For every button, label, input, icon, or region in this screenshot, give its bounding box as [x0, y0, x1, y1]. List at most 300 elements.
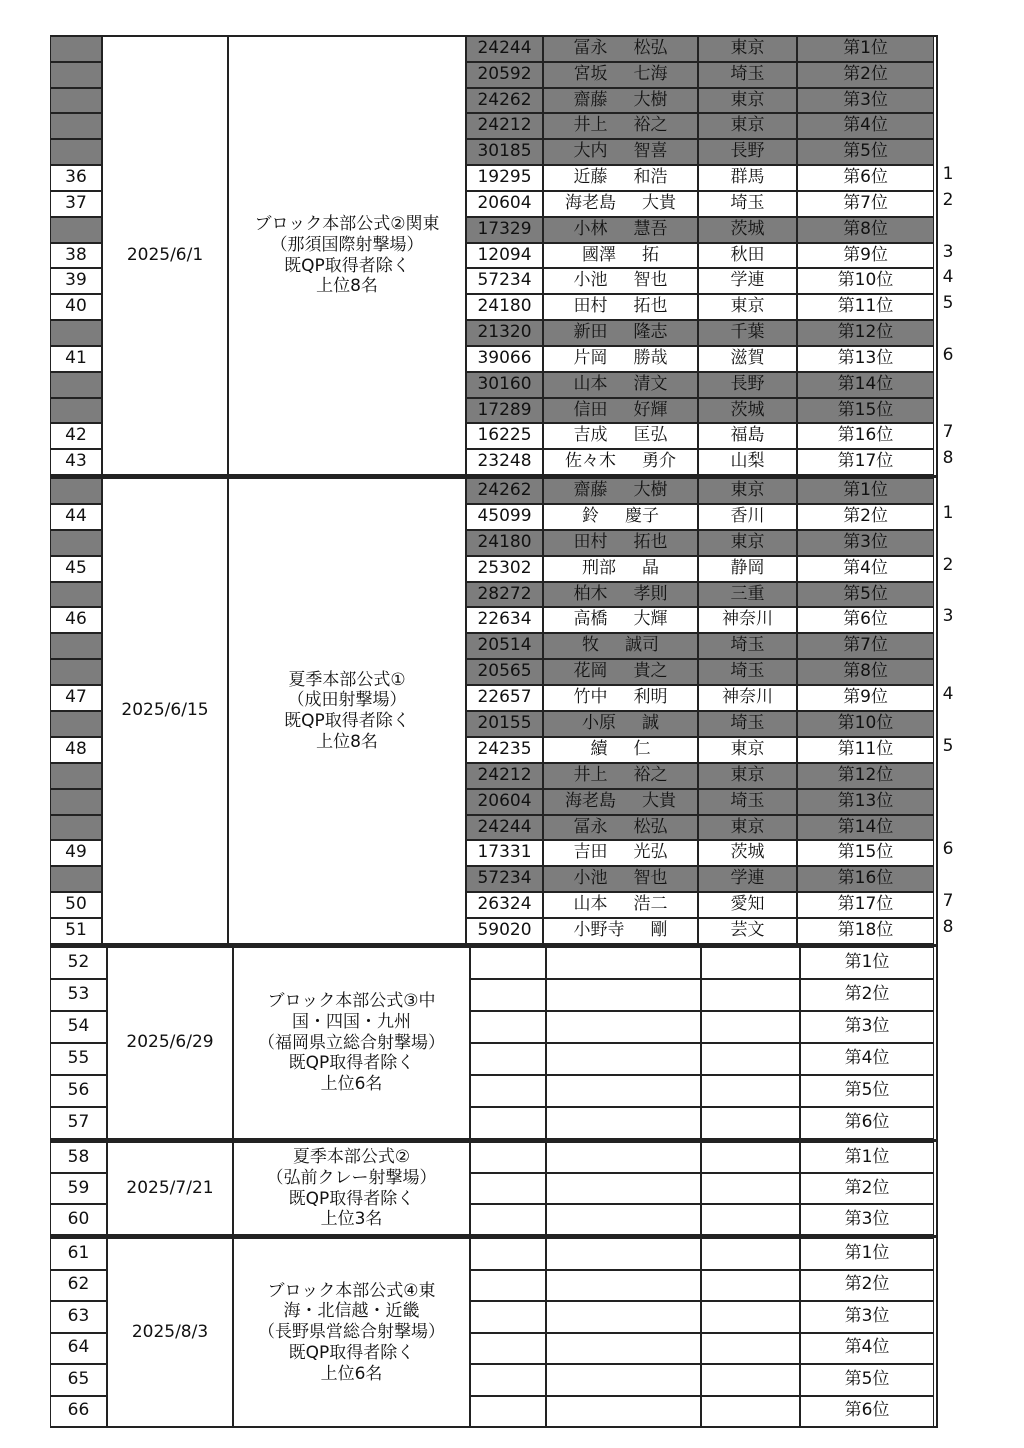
rank: 第3位	[797, 88, 934, 114]
shooter-name	[543, 685, 698, 711]
prefecture: 山梨	[698, 449, 797, 475]
member-id	[470, 1043, 546, 1075]
qualifier-number	[50, 217, 102, 243]
shooter-name	[543, 243, 698, 269]
shooter-name	[543, 398, 698, 424]
event-description: ブロック本部公式③中 国・四国・九州 （福岡県立総合射撃場） 既QP取得者除く 上位6名	[233, 947, 470, 1139]
member-id: 28272	[466, 582, 543, 608]
qualifier-number: 52	[50, 947, 107, 979]
qualifier-number	[50, 36, 102, 62]
prefecture: 長野	[698, 372, 797, 398]
member-id	[470, 1238, 546, 1270]
rank: 第4位	[800, 1333, 934, 1365]
qualifier-sequence: 7	[942, 891, 954, 912]
given-name: 裕之	[633, 115, 668, 136]
shooter-name	[546, 1011, 701, 1043]
rank: 第8位	[797, 217, 934, 243]
qualifier-number: 51	[50, 918, 102, 944]
prefecture	[701, 1270, 800, 1302]
prefecture: 滋賀	[698, 346, 797, 372]
family-name: 海老島	[565, 192, 616, 213]
rank: 第18位	[797, 918, 934, 944]
family-name: 田村	[573, 531, 608, 552]
qualifier-number: 48	[50, 737, 102, 763]
rank: 第5位	[800, 1364, 934, 1396]
prefecture	[701, 1173, 800, 1204]
member-id: 16225	[466, 423, 543, 449]
rank: 第3位	[800, 1301, 934, 1333]
member-id	[470, 1333, 546, 1365]
given-name: 慧吾	[633, 218, 668, 239]
member-id: 30185	[466, 139, 543, 165]
family-name: 吉田	[573, 842, 608, 863]
qualifier-sequence: 5	[942, 293, 954, 314]
shooter-name	[543, 530, 698, 556]
event-date: 2025/7/21	[107, 1142, 233, 1235]
prefecture: 東京	[698, 737, 797, 763]
member-id: 30160	[466, 372, 543, 398]
rank: 第13位	[797, 789, 934, 815]
shooter-name	[543, 763, 698, 789]
given-name: 智喜	[633, 141, 668, 162]
family-name: 鈴	[582, 505, 599, 526]
family-name: 大内	[573, 141, 608, 162]
prefecture: 三重	[698, 582, 797, 608]
family-name: 井上	[573, 764, 608, 785]
given-name: 勇介	[642, 451, 676, 472]
family-name: 佐々木	[565, 451, 616, 472]
rank: 第3位	[800, 1011, 934, 1043]
member-id: 24262	[466, 88, 543, 114]
rank: 第15位	[797, 840, 934, 866]
given-name: 拓也	[633, 531, 668, 552]
event-description: 夏季本部公式② （弘前クレー射撃場） 既QP取得者除く 上位3名	[233, 1142, 470, 1235]
prefecture: 芸文	[698, 918, 797, 944]
rank: 第2位	[797, 62, 934, 88]
shooter-name	[543, 423, 698, 449]
shooter-name	[543, 815, 698, 841]
qualifier-number: 38	[50, 243, 102, 269]
shooter-name	[543, 372, 698, 398]
member-id	[470, 1142, 546, 1173]
shooter-name	[543, 320, 698, 346]
member-id	[470, 1011, 546, 1043]
family-name: 刑部	[582, 557, 616, 578]
given-name: 七海	[633, 63, 668, 84]
qualifier-sequence: 6	[942, 344, 954, 365]
member-id: 24180	[466, 294, 543, 320]
rank: 第8位	[797, 659, 934, 685]
prefecture: 香川	[698, 504, 797, 530]
family-name: 吉成	[573, 425, 608, 446]
rank: 第2位	[800, 1173, 934, 1204]
shooter-name	[543, 139, 698, 165]
qualifier-number: 66	[50, 1396, 107, 1428]
member-id	[470, 1107, 546, 1139]
member-id: 20604	[466, 191, 543, 217]
member-id: 24212	[466, 113, 543, 139]
shooter-name	[546, 1142, 701, 1173]
rank: 第7位	[797, 191, 934, 217]
family-name: 海老島	[565, 790, 616, 811]
rank: 第9位	[797, 243, 934, 269]
qualifier-number: 60	[50, 1204, 107, 1235]
rank: 第17位	[797, 449, 934, 475]
family-name: 小池	[573, 270, 608, 291]
qualifier-number	[50, 62, 102, 88]
prefecture: 東京	[698, 113, 797, 139]
shooter-name	[543, 892, 698, 918]
shooter-name	[543, 165, 698, 191]
given-name: 拓也	[633, 296, 668, 317]
shooter-name	[543, 113, 698, 139]
given-name: 大樹	[633, 89, 668, 110]
family-name: 信田	[573, 399, 608, 420]
rank: 第4位	[797, 556, 934, 582]
shooter-name	[543, 918, 698, 944]
rank: 第4位	[800, 1043, 934, 1075]
member-id: 20592	[466, 62, 543, 88]
given-name: 大貴	[642, 790, 676, 811]
family-name: 齋藤	[573, 89, 608, 110]
rank: 第13位	[797, 346, 934, 372]
prefecture	[701, 1238, 800, 1270]
qualifier-number	[50, 789, 102, 815]
qualifier-number	[50, 582, 102, 608]
rank: 第6位	[797, 607, 934, 633]
qualifier-number	[50, 398, 102, 424]
prefecture: 埼玉	[698, 659, 797, 685]
qualifier-number	[50, 478, 102, 504]
given-name: 貴之	[633, 661, 668, 682]
member-id	[470, 1204, 546, 1235]
family-name: 花岡	[573, 661, 608, 682]
family-name: 井上	[573, 115, 608, 136]
rank: 第3位	[797, 530, 934, 556]
qualifier-number: 36	[50, 165, 102, 191]
member-id: 17289	[466, 398, 543, 424]
qualifier-number	[50, 633, 102, 659]
given-name: 利明	[633, 687, 668, 708]
family-name: 小野寺	[573, 920, 625, 941]
rank: 第11位	[797, 294, 934, 320]
shooter-name	[546, 1238, 701, 1270]
prefecture: 福島	[698, 423, 797, 449]
given-name: 隆志	[633, 322, 668, 343]
qualifier-sequence: 8	[942, 917, 954, 938]
shooter-name	[543, 478, 698, 504]
shooter-name	[543, 582, 698, 608]
member-id: 24212	[466, 763, 543, 789]
member-id: 23248	[466, 449, 543, 475]
qualifier-sequence: 3	[942, 241, 954, 262]
prefecture: 群馬	[698, 165, 797, 191]
prefecture: 東京	[698, 763, 797, 789]
shooter-name	[546, 947, 701, 979]
qualifier-sequence: 8	[942, 448, 954, 469]
given-name: 好輝	[633, 399, 668, 420]
rank: 第2位	[800, 979, 934, 1011]
member-id: 22657	[466, 685, 543, 711]
member-id: 24244	[466, 36, 543, 62]
family-name: 小池	[573, 868, 608, 889]
shooter-name	[543, 789, 698, 815]
given-name: 晶	[642, 557, 659, 578]
qualifier-sequence: 2	[942, 554, 954, 575]
event-description: ブロック本部公式④東 海・北信越・近畿 （長野県営総合射撃場） 既QP取得者除く 上位6名	[233, 1238, 470, 1427]
member-id: 59020	[466, 918, 543, 944]
shooter-name	[543, 268, 698, 294]
rank: 第2位	[800, 1270, 934, 1302]
rank: 第10位	[797, 711, 934, 737]
prefecture: 愛知	[698, 892, 797, 918]
shooter-name	[543, 607, 698, 633]
rank: 第17位	[797, 892, 934, 918]
qualifier-sequence: 3	[942, 606, 954, 627]
event-date: 2025/6/29	[107, 947, 233, 1139]
member-id: 21320	[466, 320, 543, 346]
family-name: 竹中	[573, 687, 608, 708]
rank: 第5位	[797, 139, 934, 165]
qualifier-number: 64	[50, 1333, 107, 1365]
member-id: 20565	[466, 659, 543, 685]
qualifier-number	[50, 88, 102, 114]
shooter-name	[546, 1173, 701, 1204]
family-name: 齋藤	[573, 480, 608, 501]
qualifier-sequence: 1	[942, 502, 954, 523]
rank: 第15位	[797, 398, 934, 424]
qualifier-number: 58	[50, 1142, 107, 1173]
prefecture: 東京	[698, 88, 797, 114]
given-name: 光弘	[633, 842, 668, 863]
family-name: 近藤	[573, 167, 608, 188]
qualifier-number	[50, 320, 102, 346]
family-name: 小原	[582, 713, 616, 734]
prefecture: 東京	[698, 294, 797, 320]
prefecture	[701, 1107, 800, 1139]
event-date: 2025/8/3	[107, 1238, 233, 1427]
prefecture: 茨城	[698, 398, 797, 424]
given-name: 誠司	[625, 635, 659, 656]
qualifier-number: 63	[50, 1301, 107, 1333]
shooter-name	[546, 1333, 701, 1365]
given-name: 大樹	[633, 480, 668, 501]
member-id	[470, 1301, 546, 1333]
qualifier-number: 37	[50, 191, 102, 217]
prefecture: 埼玉	[698, 191, 797, 217]
shooter-name	[543, 62, 698, 88]
rank: 第12位	[797, 763, 934, 789]
qualifier-number	[50, 530, 102, 556]
shooter-name	[546, 1043, 701, 1075]
prefecture: 学連	[698, 268, 797, 294]
given-name: 匡弘	[633, 425, 668, 446]
prefecture	[701, 979, 800, 1011]
shooter-name	[546, 1204, 701, 1235]
member-id	[470, 1364, 546, 1396]
family-name: 牧	[582, 635, 599, 656]
qualifier-number: 49	[50, 840, 102, 866]
member-id	[470, 947, 546, 979]
shooter-name	[543, 191, 698, 217]
qualifier-number: 50	[50, 892, 102, 918]
family-name: 國澤	[582, 244, 616, 265]
qualifier-sequence: 7	[942, 422, 954, 443]
qualifier-number: 55	[50, 1043, 107, 1075]
given-name: 孝則	[633, 583, 668, 604]
prefecture: 埼玉	[698, 633, 797, 659]
prefecture	[701, 1075, 800, 1107]
qualifier-number	[50, 372, 102, 398]
member-id: 12094	[466, 243, 543, 269]
qualifier-number: 59	[50, 1173, 107, 1204]
rank: 第6位	[797, 165, 934, 191]
qualifier-number: 62	[50, 1270, 107, 1302]
rank: 第10位	[797, 268, 934, 294]
qualifier-number	[50, 659, 102, 685]
qualifier-number: 40	[50, 294, 102, 320]
given-name: 智也	[633, 270, 668, 291]
shooter-name	[543, 504, 698, 530]
given-name: 浩二	[633, 894, 668, 915]
member-id	[470, 1396, 546, 1428]
qualifier-sequence: 2	[942, 189, 954, 210]
shooter-name	[546, 1364, 701, 1396]
qualifier-number	[50, 711, 102, 737]
qualifier-number: 54	[50, 1011, 107, 1043]
qualifier-number: 44	[50, 504, 102, 530]
member-id: 57234	[466, 866, 543, 892]
prefecture: 長野	[698, 139, 797, 165]
prefecture: 静岡	[698, 556, 797, 582]
shooter-name	[543, 217, 698, 243]
family-name: 田村	[573, 296, 608, 317]
family-name: 冨永	[573, 37, 608, 58]
member-id: 57234	[466, 268, 543, 294]
given-name: 松弘	[633, 816, 668, 837]
family-name: 小林	[573, 218, 608, 239]
rank: 第16位	[797, 423, 934, 449]
member-id: 17329	[466, 217, 543, 243]
member-id: 39066	[466, 346, 543, 372]
family-name: 柏木	[573, 583, 608, 604]
member-id	[470, 1075, 546, 1107]
given-name: 清文	[633, 373, 668, 394]
shooter-name	[546, 1301, 701, 1333]
prefecture: 神奈川	[698, 685, 797, 711]
given-name: 大貴	[642, 192, 676, 213]
shooter-name	[543, 840, 698, 866]
shooter-name	[543, 737, 698, 763]
given-name: 和浩	[633, 167, 668, 188]
qualifier-number	[50, 763, 102, 789]
qualifier-number: 45	[50, 556, 102, 582]
shooter-name	[543, 449, 698, 475]
given-name: 誠	[642, 713, 659, 734]
prefecture	[701, 1142, 800, 1173]
qualifier-number: 65	[50, 1364, 107, 1396]
rank: 第1位	[800, 947, 934, 979]
rank: 第9位	[797, 685, 934, 711]
given-name: 拓	[642, 244, 659, 265]
prefecture: 埼玉	[698, 62, 797, 88]
qualifier-number: 43	[50, 449, 102, 475]
shooter-name	[543, 36, 698, 62]
family-name: 片岡	[573, 347, 608, 368]
family-name: 山本	[573, 373, 608, 394]
rank: 第1位	[797, 478, 934, 504]
prefecture	[701, 1396, 800, 1428]
prefecture: 茨城	[698, 840, 797, 866]
shooter-name	[543, 866, 698, 892]
given-name: 智也	[633, 868, 668, 889]
rank: 第6位	[800, 1107, 934, 1139]
rank: 第5位	[800, 1075, 934, 1107]
prefecture: 茨城	[698, 217, 797, 243]
member-id	[470, 979, 546, 1011]
member-id: 19295	[466, 165, 543, 191]
shooter-name	[543, 633, 698, 659]
rank: 第11位	[797, 737, 934, 763]
event-date: 2025/6/15	[102, 478, 228, 944]
qualifier-number: 42	[50, 423, 102, 449]
shooter-name	[543, 659, 698, 685]
prefecture: 東京	[698, 815, 797, 841]
qualifier-sequence: 1	[942, 164, 954, 185]
family-name: 高橋	[573, 609, 608, 630]
prefecture	[701, 1204, 800, 1235]
family-name: 宮坂	[573, 63, 608, 84]
event-date: 2025/6/1	[102, 36, 228, 475]
rank: 第3位	[800, 1204, 934, 1235]
rank: 第2位	[797, 504, 934, 530]
qualifier-sequence: 6	[942, 839, 954, 860]
prefecture: 埼玉	[698, 711, 797, 737]
family-name: 山本	[573, 894, 608, 915]
prefecture	[701, 947, 800, 979]
event-description: ブロック本部公式②関東 （那須国際射撃場） 既QP取得者除く 上位8名	[228, 36, 466, 475]
prefecture: 秋田	[698, 243, 797, 269]
member-id: 24262	[466, 478, 543, 504]
prefecture: 埼玉	[698, 789, 797, 815]
prefecture: 東京	[698, 530, 797, 556]
qualifier-number	[50, 139, 102, 165]
prefecture: 東京	[698, 36, 797, 62]
member-id	[470, 1173, 546, 1204]
given-name: 仁	[633, 738, 651, 759]
qualifier-sequence: 4	[942, 267, 954, 288]
rank: 第7位	[797, 633, 934, 659]
member-id: 24235	[466, 737, 543, 763]
rank: 第6位	[800, 1396, 934, 1428]
given-name: 大輝	[633, 609, 668, 630]
qualifier-number: 61	[50, 1238, 107, 1270]
qualifier-sequence: 5	[942, 735, 954, 756]
shooter-name	[543, 711, 698, 737]
prefecture	[701, 1011, 800, 1043]
rank: 第1位	[800, 1142, 934, 1173]
qualifier-number: 53	[50, 979, 107, 1011]
shooter-name	[543, 88, 698, 114]
rank: 第1位	[797, 36, 934, 62]
rank: 第12位	[797, 320, 934, 346]
qualifier-number	[50, 866, 102, 892]
family-name: 新田	[573, 322, 608, 343]
qualifier-number: 39	[50, 268, 102, 294]
family-name: 冨永	[573, 816, 608, 837]
member-id: 20604	[466, 789, 543, 815]
family-name: 續	[590, 738, 608, 759]
